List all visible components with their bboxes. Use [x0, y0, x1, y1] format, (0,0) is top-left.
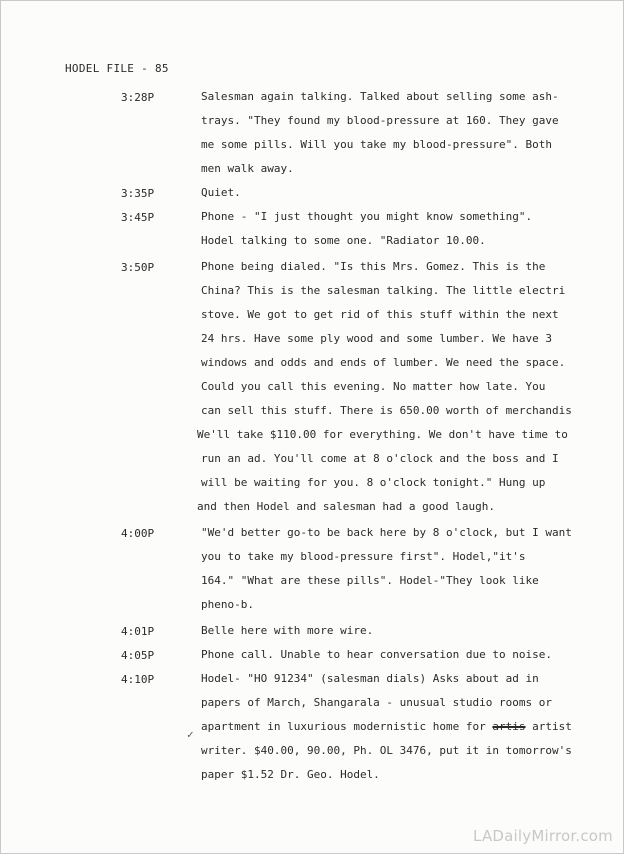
entry-line: 164." "What are these pills". Hodel-"They look like	[201, 574, 539, 587]
entry-line-text: apartment in luxurious modernistic home for	[201, 720, 486, 733]
entry-text	[201, 619, 619, 643]
entry-line: We'll take $110.00 for everything. We don't have time to	[197, 428, 568, 441]
entry-line: Phone call. Unable to hear conversation due to noise.	[201, 648, 552, 661]
entry-line: can sell this stuff. There is 650.00 worth of merchandis	[201, 404, 572, 417]
entry-line: China? This is the salesman talking. The little electri	[201, 284, 566, 297]
entry-line: Could you call this evening. No matter how late. You	[201, 380, 546, 393]
entry-line: Phone - "I just thought you might know something".	[201, 210, 533, 223]
struck-out-word: artis	[492, 720, 526, 733]
entry-line: 24 hrs. Have some ply wood and some lumber. We have 3	[201, 332, 552, 345]
entry-line: writer. $40.00, 90.00, Ph. OL 3476, put it in tomorrow's	[201, 744, 572, 757]
entry-text	[201, 643, 619, 667]
entry-text	[201, 205, 619, 253]
entry-text	[201, 181, 619, 205]
entry-time: 4:00P	[121, 527, 155, 540]
document-header: HODEL FILE - 85	[65, 62, 169, 75]
corrected-word: artist	[525, 720, 572, 733]
entry-line	[201, 715, 619, 739]
entry-line: Hodel talking to some one. "Radiator 10.00.	[201, 234, 486, 247]
entry-time: 3:35P	[121, 187, 155, 200]
entry-line: "We'd better go-to be back here by 8 o'clock, but I want	[201, 526, 572, 539]
site-watermark: LADailyMirror.com	[473, 827, 613, 845]
entry-line: Hodel- "HO 91234" (salesman dials) Asks about ad in	[201, 672, 539, 685]
entry-line: Salesman again talking. Talked about selling some ash-	[201, 90, 559, 103]
entry-time: 3:28P	[121, 91, 155, 104]
entry-time: 3:45P	[121, 211, 155, 224]
entry-line: me some pills. Will you take my blood-pressure". Both	[201, 138, 552, 151]
entry-text	[197, 255, 619, 519]
entry-time: 3:50P	[121, 261, 155, 274]
entry-text	[201, 667, 619, 787]
entry-line: paper $1.52 Dr. Geo. Hodel.	[201, 768, 380, 781]
entry-time: 4:05P	[121, 649, 155, 662]
entry-time: 4:10P	[121, 673, 155, 686]
entry-line: windows and odds and ends of lumber. We need the space.	[201, 356, 566, 369]
entry-line: and then Hodel and salesman had a good laugh.	[197, 500, 496, 513]
entry-line: you to take my blood-pressure first". Hodel,"it's	[201, 550, 526, 563]
entry-text	[201, 85, 619, 181]
entry-line: men walk away.	[201, 162, 294, 175]
entry-line: will be waiting for you. 8 o'clock tonight." Hung up	[201, 476, 546, 489]
entry-line: papers of March, Shangarala - unusual studio rooms or	[201, 696, 552, 709]
entry-text	[201, 521, 619, 617]
margin-check-mark: ✓	[187, 728, 194, 741]
entry-line: Belle here with more wire.	[201, 624, 374, 637]
entry-line: pheno-b.	[201, 598, 254, 611]
entry-line: Quiet.	[201, 186, 241, 199]
entry-line: Phone being dialed. "Is this Mrs. Gomez. This is the	[201, 260, 546, 273]
entry-time: 4:01P	[121, 625, 155, 638]
entry-line: run an ad. You'll come at 8 o'clock and the boss and I	[201, 452, 559, 465]
entry-line: stove. We got to get rid of this stuff within the next	[201, 308, 559, 321]
entry-line: trays. "They found my blood-pressure at 160. They gave	[201, 114, 559, 127]
